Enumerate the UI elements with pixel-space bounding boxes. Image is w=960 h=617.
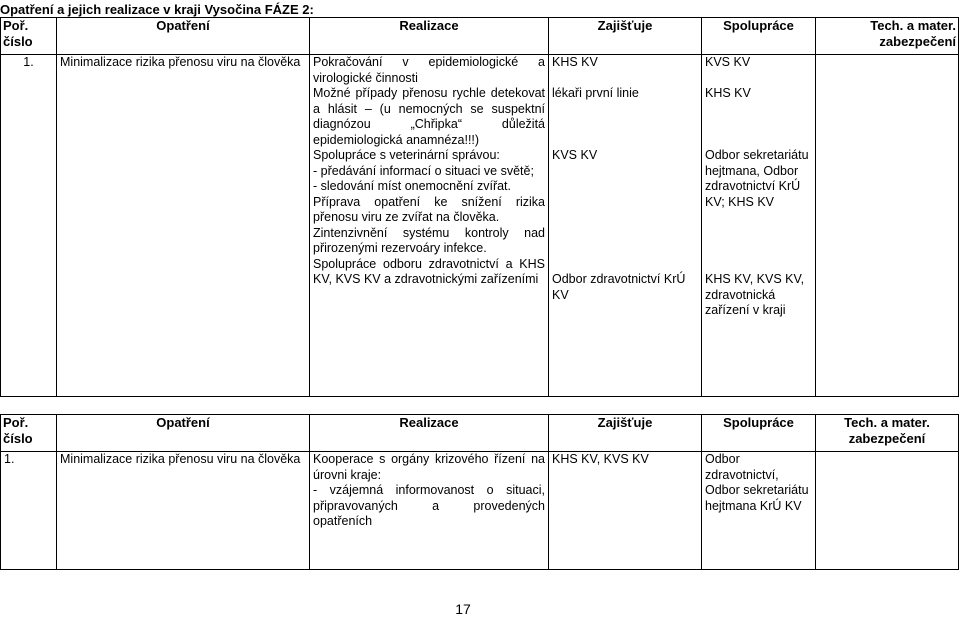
table-row [1, 452, 959, 570]
realizace-item: Příprava opatření ke snížení rizika přenosu viru ze zvířat na člověka. [313, 194, 545, 224]
realizace-item: Kooperace s orgány krizového řízení na úrovni kraje: [313, 452, 545, 482]
row-opatreni: Minimalizace rizika přenosu viru na člověka [57, 452, 310, 570]
spoluprace-item: KHS KV, KVS KV, zdravotnická zařízení v kraji [705, 272, 805, 317]
header-tech: Tech. a mater. zabezpečení [816, 415, 959, 452]
realizace-item: Spolupráce odboru zdravotnictví a KHS KV, KVS KV a zdravotnickými zařízeními [313, 256, 545, 286]
header-spoluprace: Spolupráce [702, 415, 816, 452]
table-header-row [1, 18, 959, 55]
header-realizace: Realizace [310, 18, 549, 55]
realizace-item: Pokračování v epidemiologické a virologické činnosti [313, 55, 545, 85]
tech-cell [816, 452, 959, 570]
tech-cell [816, 55, 959, 397]
header-zajistuje: Zajišťuje [549, 18, 702, 55]
row-number: 1. [1, 452, 57, 570]
page-number: 17 [455, 601, 471, 617]
spoluprace-cell: Odbor zdravotnictví, Odbor sekretariátu hejtmana KrÚ KV [702, 452, 816, 570]
zajistuje-item: KHS KV [552, 55, 598, 69]
zajistuje-item: Odbor zdravotnictví KrÚ KV [552, 272, 686, 302]
table-phase2-part1 [0, 17, 959, 397]
zajistuje-item: KVS KV [552, 148, 598, 162]
realizace-cell [310, 452, 549, 570]
spoluprace-item: KVS KV [705, 55, 751, 69]
spoluprace-cell [702, 55, 816, 397]
zajistuje-cell: KHS KV, KVS KV [549, 452, 702, 570]
realizace-item: Spolupráce s veterinární správou: [313, 148, 500, 162]
realizace-cell [310, 55, 549, 397]
page-title: Opatření a jejich realizace v kraji Vysočina FÁZE 2: [0, 2, 314, 17]
header-num: Poř. číslo [1, 415, 57, 452]
header-opatreni: Opatření [57, 415, 310, 452]
table-phase2-part2 [0, 414, 959, 570]
header-zajistuje: Zajišťuje [549, 415, 702, 452]
row-number: 1. [1, 55, 57, 397]
row-opatreni: Minimalizace rizika přenosu viru na člověka [57, 55, 310, 397]
header-num: Poř. číslo [1, 18, 57, 55]
zajistuje-cell [549, 55, 702, 397]
zajistuje-item: lékaři první linie [552, 86, 639, 100]
realizace-item: Možné případy přenosu rychle detekovat a hlásit – (u nemocných se suspektní diagnózou „Chřipka“ důležitá epidemiologická anamnéza!!!) [313, 86, 545, 147]
spoluprace-item: Odbor sekretariátu hejtmana, Odbor zdravotnictví KrÚ KV; KHS KV [705, 148, 809, 209]
header-tech: Tech. a mater. zabezpečení [816, 18, 959, 55]
realizace-item: Zintenzivnění systému kontroly nad přirozenými rezervoáry infekce. [313, 225, 545, 255]
header-opatreni: Opatření [57, 18, 310, 55]
realizace-item: - předávání informací o situaci ve světě; [313, 163, 534, 178]
table-header-row [1, 415, 959, 452]
header-spoluprace: Spolupráce [702, 18, 816, 55]
realizace-item: - sledování míst onemocnění zvířat. [313, 179, 512, 193]
table-row [1, 55, 959, 397]
header-realizace: Realizace [310, 415, 549, 452]
realizace-item: - vzájemná informovanost o situaci, připravovaných a provedených opatřeních [313, 483, 545, 528]
spoluprace-item: KHS KV [705, 86, 751, 100]
